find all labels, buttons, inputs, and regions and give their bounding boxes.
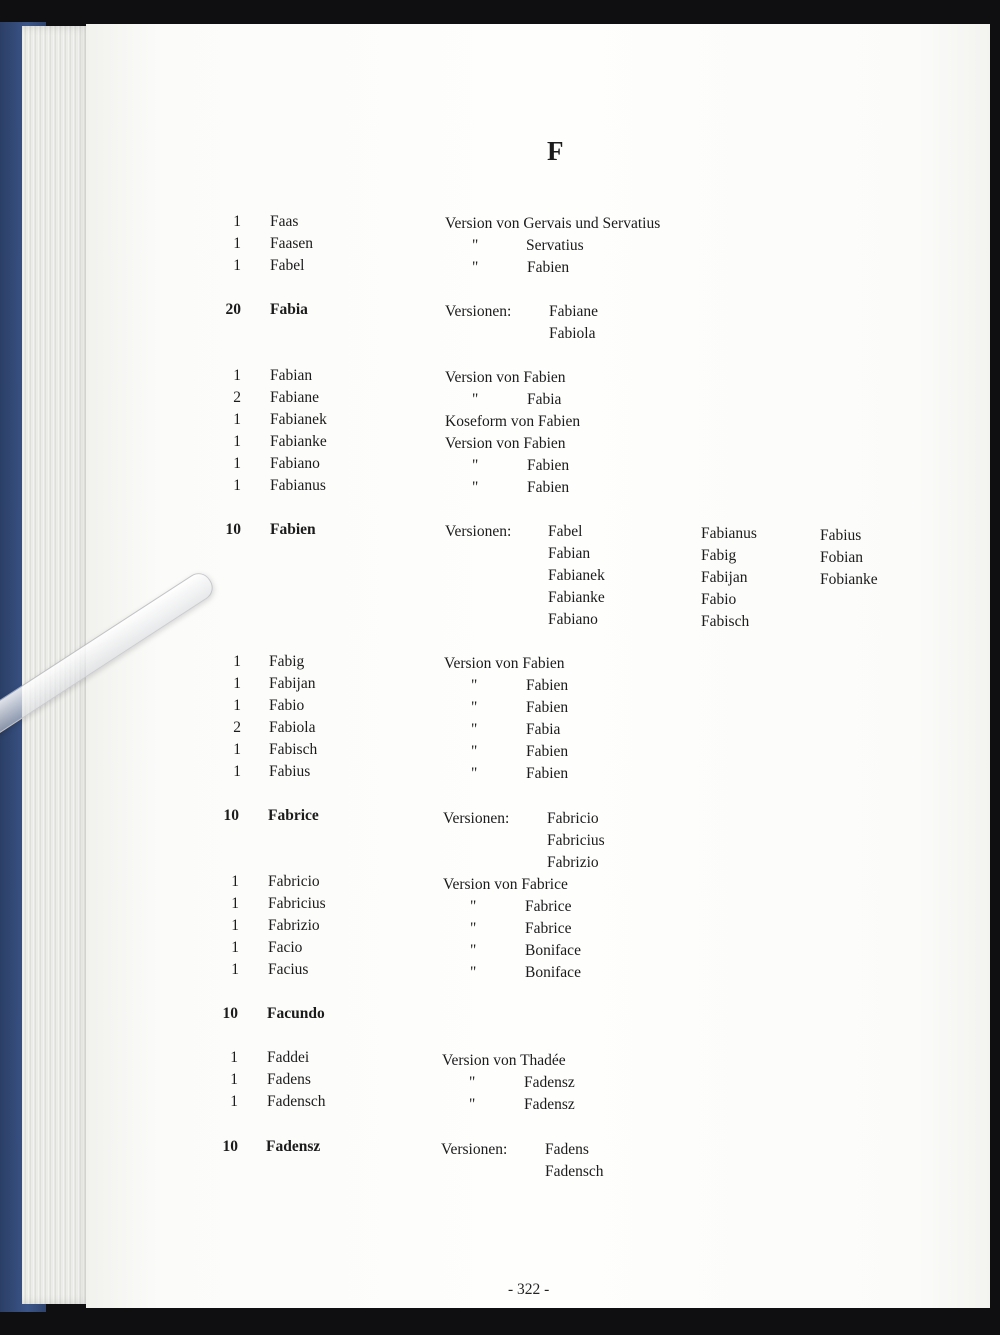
version-name: Fabiane [549,303,599,320]
entry-reference: Fabien [527,259,570,276]
entry-name: Facio [268,939,303,956]
ditto-mark: " [469,1096,476,1113]
entry-name: Fadensz [266,1138,321,1155]
version-name: Fabricius [547,832,605,849]
ditto-mark: " [472,237,479,254]
entry-count: 1 [230,1049,238,1066]
ditto-mark: " [472,479,479,496]
entry-reference: Servatius [526,237,584,254]
ditto-mark: " [471,699,478,716]
entry-name: Facundo [267,1005,325,1022]
entry-reference: Fabia [526,721,561,738]
entry-count: 1 [233,411,241,428]
entry-name: Fabianek [270,411,327,428]
entry-name: Fabian [270,367,313,384]
entry-name: Fadensch [267,1093,326,1110]
entry-reference: Fabrice [525,920,572,937]
entry-name: Faas [270,213,299,230]
ditto-mark: " [470,942,477,959]
version-name: Fabianus [701,525,757,542]
entry-count: 1 [233,477,241,494]
entry-name: Fadens [267,1071,311,1088]
ditto-mark: " [471,743,478,760]
entry-count: 10 [222,1005,238,1022]
ditto-mark: " [471,677,478,694]
entry-count: 1 [233,367,241,384]
entry-name: Fabianus [270,477,326,494]
version-name: Fabianek [548,567,605,584]
entry-count: 1 [233,697,241,714]
versions-label: Versionen: [445,303,512,320]
entry-name: Fabijan [269,675,316,692]
entry-reference: Fabien [526,765,569,782]
entry-count: 1 [233,675,241,692]
entry-count: 1 [233,741,241,758]
entry-count: 20 [225,301,241,318]
entry-name: Fabrice [268,807,319,824]
version-name: Fabrizio [547,854,599,871]
entry-name: Fabrizio [268,917,320,934]
version-name: Fabianke [548,589,605,606]
version-name: Fabiola [549,325,596,342]
entry-count: 1 [233,763,241,780]
entry-name: Fabius [269,763,311,780]
entry-name: Fabio [269,697,305,714]
version-name: Fobian [820,549,864,566]
version-name: Fabijan [701,569,748,586]
ditto-mark: " [471,765,478,782]
entry-name: Fabia [270,301,308,318]
entry-reference: Boniface [525,964,581,981]
version-name: Fadens [545,1141,589,1158]
entry-count: 10 [223,807,239,824]
entry-reference: Fabia [527,391,562,408]
entry-reference: Fabien [526,699,569,716]
entry-name: Fabiano [270,455,320,472]
entry-reference: Fadensz [524,1096,575,1113]
page-number: - 322 - [508,1281,550,1298]
entry-count: 1 [231,939,239,956]
entry-description: Version von Fabien [445,435,566,452]
entry-count: 1 [233,235,241,252]
entry-description: Version von Gervais und Servatius [445,215,661,232]
entry-count: 1 [230,1071,238,1088]
version-name: Fabel [548,523,583,540]
entry-count: 1 [231,895,239,912]
entry-reference: Fadensz [524,1074,575,1091]
versions-label: Versionen: [445,523,512,540]
versions-label: Versionen: [441,1141,508,1158]
entry-count: 10 [225,521,241,538]
entry-name: Fabiola [269,719,316,736]
version-name: Fobianke [820,571,878,588]
entry-reference: Fabien [527,457,570,474]
entry-description: Version von Fabrice [443,876,568,893]
ditto-mark: " [470,920,477,937]
ditto-mark: " [472,391,479,408]
entry-name: Fabel [270,257,305,274]
version-name: Fabio [701,591,737,608]
entry-description: Version von Fabien [444,655,565,672]
ditto-mark: " [470,964,477,981]
version-name: Fabricio [547,810,599,827]
version-name: Fabiano [548,611,598,628]
entry-count: 1 [233,433,241,450]
version-name: Fabian [548,545,591,562]
ditto-mark: " [472,457,479,474]
version-name: Fabisch [701,613,750,630]
entry-name: Faddei [267,1049,310,1066]
entry-count: 2 [233,389,241,406]
entry-name: Faasen [270,235,314,252]
version-name: Fabig [701,547,737,564]
entry-name: Fabien [270,521,316,538]
entry-reference: Fabien [526,743,569,760]
version-name: Fabius [820,527,862,544]
version-name: Fadensch [545,1163,604,1180]
ditto-mark: " [472,259,479,276]
entry-reference: Fabien [526,677,569,694]
versions-label: Versionen: [443,810,510,827]
entry-count: 1 [233,455,241,472]
ditto-mark: " [471,721,478,738]
entry-name: Fabiane [270,389,320,406]
entry-reference: Boniface [525,942,581,959]
entry-name: Fabianke [270,433,327,450]
entry-count: 1 [233,213,241,230]
entry-name: Fabig [269,653,305,670]
ditto-mark: " [470,898,477,915]
entry-reference: Fabien [527,479,570,496]
entry-name: Fabisch [269,741,318,758]
entry-name: Fabricius [268,895,326,912]
entry-count: 1 [231,917,239,934]
entry-count: 2 [233,719,241,736]
entry-reference: Fabrice [525,898,572,915]
entry-description: Version von Fabien [445,369,566,386]
entry-count: 1 [233,257,241,274]
entry-count: 1 [233,653,241,670]
entry-count: 1 [231,873,239,890]
entry-description: Koseform von Fabien [445,413,581,430]
entry-count: 10 [222,1138,238,1155]
entry-count: 1 [230,1093,238,1110]
entry-description: Version von Thadée [442,1052,566,1069]
ditto-mark: " [469,1074,476,1091]
entry-name: Facius [268,961,309,978]
entry-name: Fabricio [268,873,320,890]
entry-count: 1 [231,961,239,978]
section-letter: F [547,136,564,166]
